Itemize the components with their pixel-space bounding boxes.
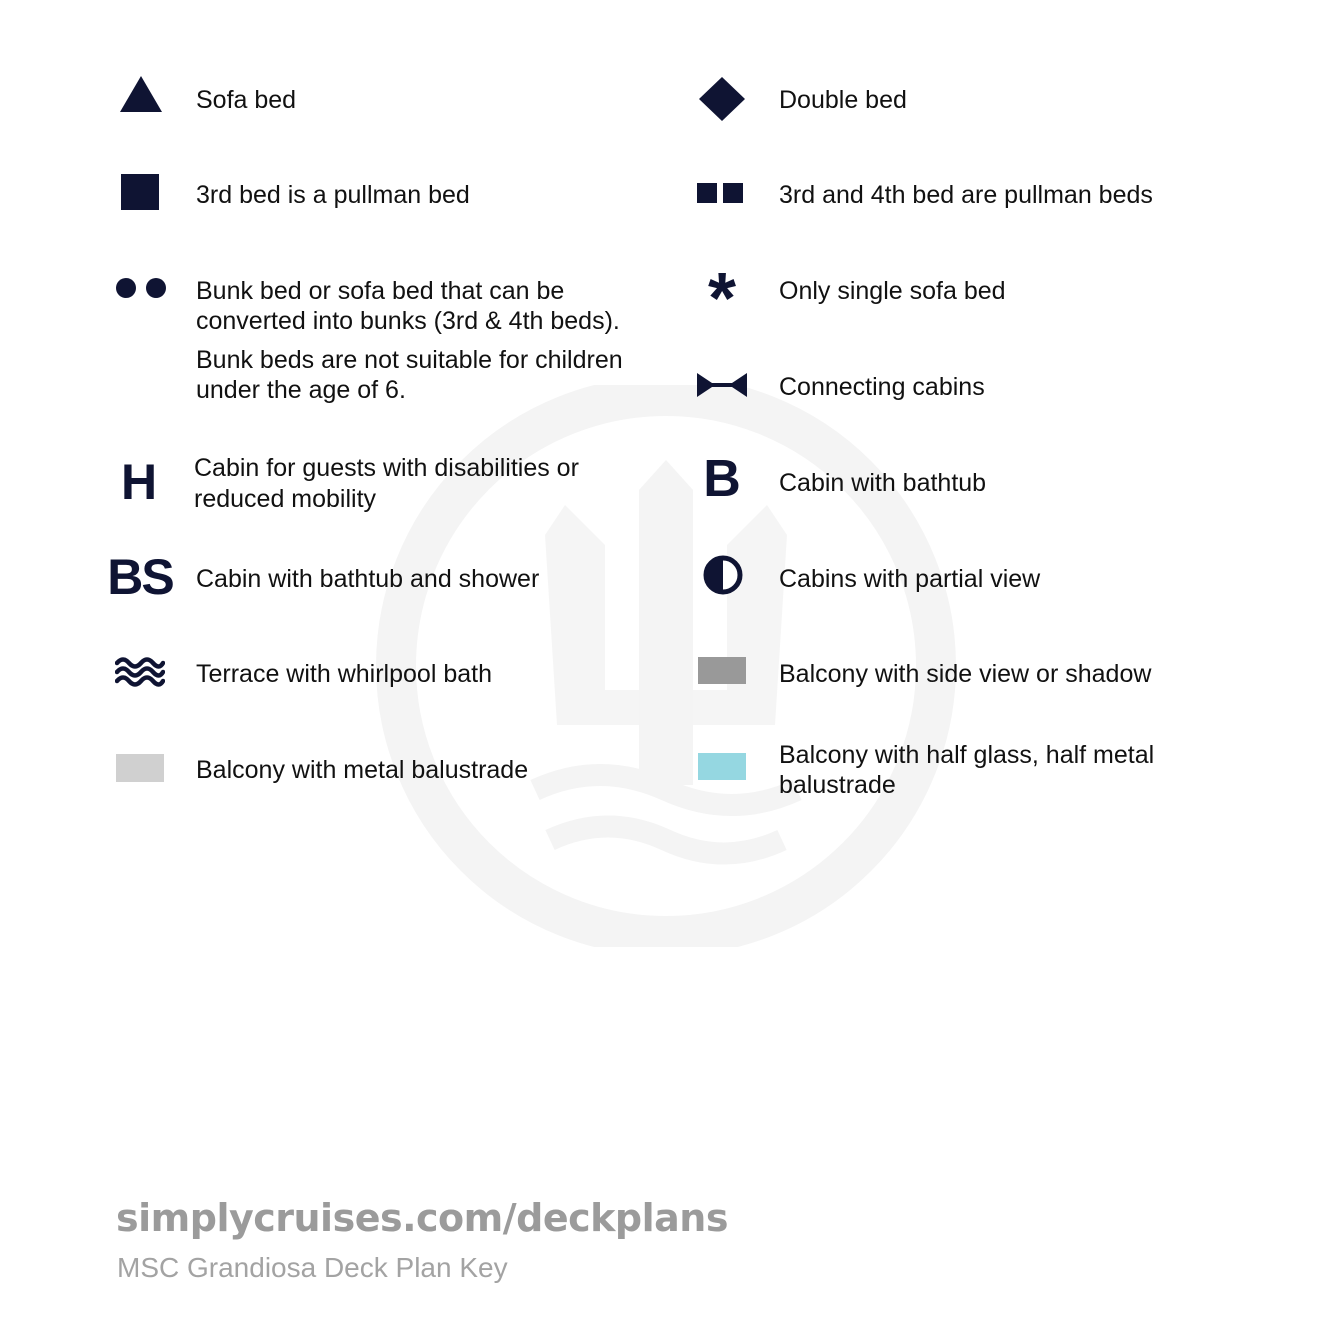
legend-label-sofa-bed: Sofa bed: [196, 86, 297, 114]
footer-subtitle: MSC Grandiosa Deck Plan Key: [117, 1252, 508, 1283]
legend-label-connecting: Connecting cabins: [779, 373, 985, 401]
legend-label-bunk-note-line2: under the age of 6.: [196, 376, 406, 404]
bathtub-shower-bs-icon: BS: [107, 549, 173, 605]
legend-label-side-view: Balcony with side view or shadow: [779, 660, 1152, 688]
footer-url: simplycruises.com/deckplans: [116, 1196, 728, 1240]
legend-label-pullman-beds: 3rd and 4th bed are pullman beds: [779, 181, 1153, 209]
legend-label-partial-view: Cabins with partial view: [779, 565, 1041, 593]
legend-label-bathtub-shower: Cabin with bathtub and shower: [196, 565, 540, 593]
half-circle-icon: [702, 554, 744, 596]
accessible-h-icon: H: [120, 454, 158, 510]
two-squares-icon: [696, 182, 744, 204]
waves-icon: [114, 654, 166, 688]
legend-label-bunk-line2: converted into bunks (3rd & 4th beds).: [196, 307, 620, 335]
two-dots-icon: [114, 276, 168, 300]
legend-label-bunk-note-line1: Bunk beds are not suitable for children: [196, 346, 623, 374]
legend-label-pullman-bed: 3rd bed is a pullman bed: [196, 181, 470, 209]
legend-label-bunk-line1: Bunk bed or sofa bed that can be: [196, 277, 565, 305]
legend-label-half-glass-line1: Balcony with half glass, half metal: [779, 741, 1155, 769]
half-glass-swatch: [698, 753, 746, 780]
metal-balustrade-swatch: [116, 754, 164, 782]
diamond-icon: [698, 76, 746, 122]
legend-label-double-bed: Double bed: [779, 86, 907, 114]
square-icon: [120, 173, 160, 211]
side-view-swatch: [698, 657, 746, 684]
triangle-icon: [118, 74, 164, 114]
legend-label-disabled-line1: Cabin for guests with disabilities or: [194, 454, 579, 482]
asterisk-icon: *: [707, 259, 737, 339]
legend-label-half-glass-line2: balustrade: [779, 771, 896, 799]
connecting-cabins-icon: [696, 372, 748, 398]
legend-label-bathtub: Cabin with bathtub: [779, 469, 987, 497]
bathtub-b-icon: B: [703, 450, 741, 508]
legend-label-single-sofa: Only single sofa bed: [779, 277, 1006, 305]
legend-label-disabled-line2: reduced mobility: [194, 485, 377, 513]
legend-label-whirlpool: Terrace with whirlpool bath: [196, 660, 492, 688]
legend-label-metal-balustrade: Balcony with metal balustrade: [196, 756, 529, 784]
